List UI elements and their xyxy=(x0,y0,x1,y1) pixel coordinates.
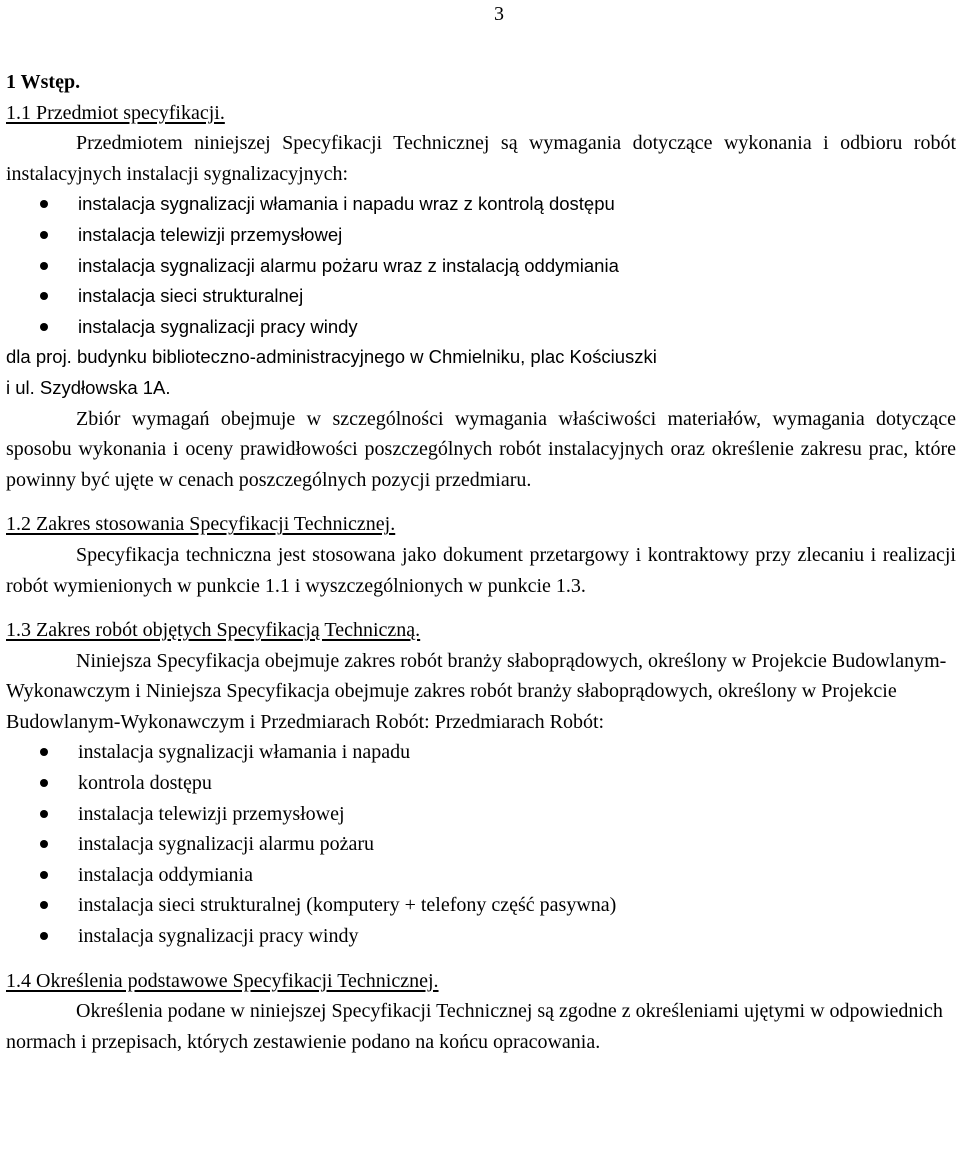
bullet-icon xyxy=(40,292,48,300)
bullet-icon xyxy=(40,871,48,879)
section-1-2-paragraph: Specyfikacja techniczna jest stosowana jako dokument przetargowy i kontraktowy przy zlecaniu i realizacji robót wymienionych w punkcie 1.1 i wyszczególnionych w punkcie 1.3. xyxy=(6,543,956,597)
list-item-text: instalacja telewizji przemysłowej xyxy=(78,802,345,825)
list-item xyxy=(6,829,956,860)
section-1-heading: 1 Wstęp. xyxy=(6,71,81,93)
section-1-1-list xyxy=(6,189,956,342)
section-1-3-paragraph: Niniejsza Specyfikacja obejmuje zakres robót branży słaboprądowych, określony w Projekcie Budowlanym-Wykonawczym i Niniejsza Specyfikacja obejmuje zakres robót branży słaboprądowych, określony w Projekcie Budowlanym-Wykonawczym i Przedmiarach Robót: Przedmiarach Robót: xyxy=(6,649,947,733)
section-1-1-scope-paragraph: Zbiór wymagań obejmuje w szczególności wymagania właściwości materiałów, wymagania dotyczące sposobu wykonania i oceny prawidłowości poszczególnych robót instalacyjnych oraz określenie zakresu prac, które powinny być ujęte w cenach poszczególnych pozycji przedmiaru. xyxy=(6,407,956,491)
list-item-text: instalacja telewizji przemysłowej xyxy=(78,223,343,245)
list-item xyxy=(6,737,956,768)
list-item-text: kontrola dostępu xyxy=(78,772,212,795)
list-item xyxy=(6,799,956,830)
list-item xyxy=(6,251,956,282)
list-item xyxy=(6,220,956,251)
list-item xyxy=(6,312,956,343)
location-line-1: dla proj. budynku biblioteczno-administracyjnego w Chmielniku, plac Kościuszki xyxy=(6,346,657,368)
bullet-icon xyxy=(40,932,48,940)
list-item-text: instalacja sygnalizacji włamania i napadu xyxy=(78,741,411,764)
document-content xyxy=(6,67,956,1057)
list-item xyxy=(6,768,956,799)
section-1-1-intro: Przedmiotem niniejszej Specyfikacji Technicznej są wymagania dotyczące wykonania i odbioru robót instalacyjnych instalacji sygnalizacyjnych: xyxy=(6,132,956,185)
list-item xyxy=(6,860,956,891)
bullet-icon xyxy=(40,810,48,818)
section-spacer xyxy=(6,952,956,966)
list-item xyxy=(6,281,956,312)
list-item-text: instalacja sygnalizacji pracy windy xyxy=(78,315,358,337)
section-spacer xyxy=(6,601,956,615)
location-line-2: i ul. Szydłowska 1A. xyxy=(6,376,171,398)
list-item-text: instalacja sygnalizacji włamania i napadu wraz z kontrolą dostępu xyxy=(78,193,615,215)
bullet-icon xyxy=(40,231,48,239)
bullet-icon xyxy=(40,323,48,331)
list-item-text: instalacja sygnalizacji alarmu pożaru xyxy=(78,833,374,856)
section-spacer xyxy=(6,495,956,509)
section-1-2-heading: 1.2 Zakres stosowania Specyfikacji Technicznej. xyxy=(6,513,396,536)
page-number: 3 xyxy=(494,3,504,25)
section-1-4-paragraph: Określenia podane w niniejszej Specyfikacji Technicznej są zgodne z określeniami ujętymi w odpowiednich normach i przepisach, których zestawienie podano na końcu opracowania. xyxy=(6,1000,943,1053)
bullet-icon xyxy=(40,840,48,848)
list-item-text: instalacja sieci strukturalnej xyxy=(78,285,304,307)
bullet-icon xyxy=(40,901,48,909)
list-item xyxy=(6,890,956,921)
bullet-icon xyxy=(40,779,48,787)
list-item xyxy=(6,921,956,952)
bullet-icon xyxy=(40,200,48,208)
list-item-text: instalacja oddymiania xyxy=(78,863,253,886)
bullet-icon xyxy=(40,262,48,270)
section-1-4-heading: 1.4 Określenia podstawowe Specyfikacji Technicznej. xyxy=(6,969,439,992)
list-item xyxy=(6,189,956,220)
section-1-3-heading: 1.3 Zakres robót objętych Specyfikacją Techniczną. xyxy=(6,619,421,642)
section-1-1-heading: 1.1 Przedmiot specyfikacji. xyxy=(6,101,225,124)
bullet-icon xyxy=(40,748,48,756)
list-item-text: instalacja sieci strukturalnej (komputery + telefony część pasywna) xyxy=(78,894,617,917)
list-item-text: instalacja sygnalizacji alarmu pożaru wraz z instalacją oddymiania xyxy=(78,254,619,276)
list-item-text: instalacja sygnalizacji pracy windy xyxy=(78,925,359,948)
section-1-3-list xyxy=(6,737,956,951)
